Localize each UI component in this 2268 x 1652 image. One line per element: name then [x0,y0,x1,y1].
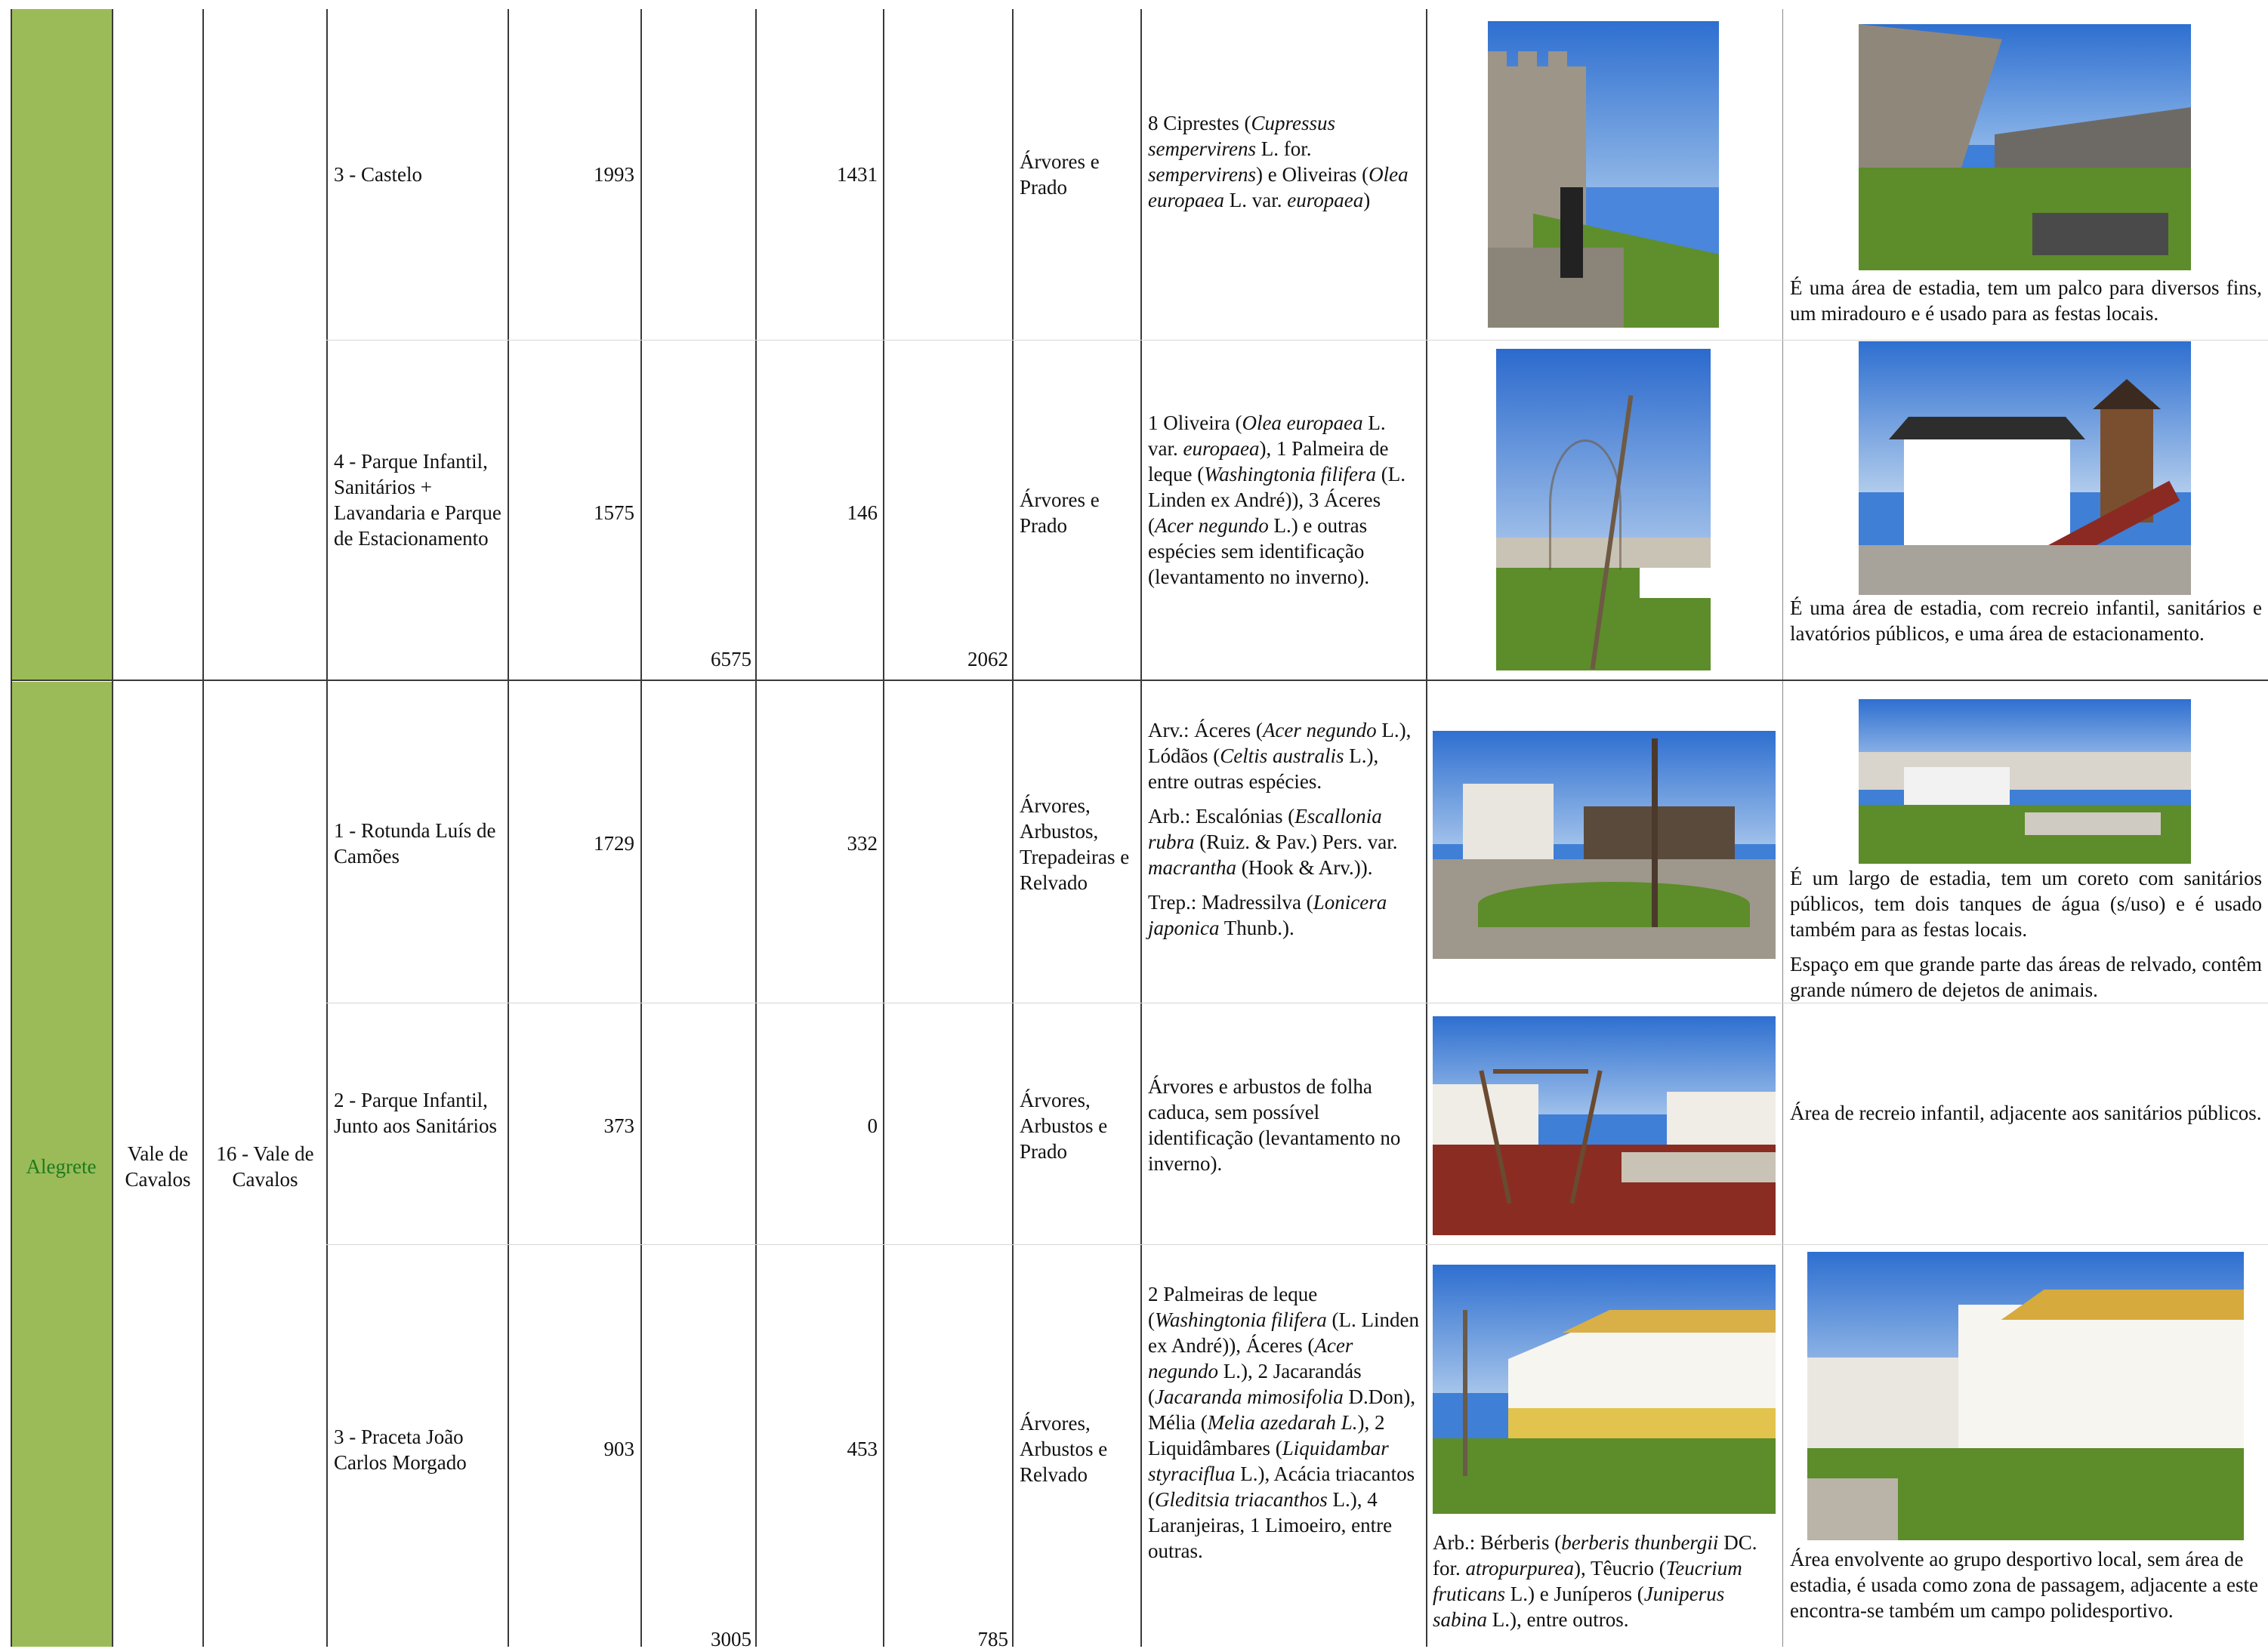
observacao-cell: É uma área de estadia, com recreio infantil, sanitários e lavatórios públicos, e uma área de estacionamento. [1790,596,2262,645]
zona-cell: 16 - Vale de Cavalos [216,1142,314,1191]
espaco-cell: 4 - Parque Infantil, Sanitários + Lavandaria e Parque de Estacionamento [334,450,501,550]
observacao-cell: É uma área de estadia, tem um palco para diversos fins, um miradouro e é usado para as festas locais. [1790,276,2262,325]
tipo-cell: Árvores e Prado [1020,489,1100,537]
tipo-cell: Árvores, Arbustos e Relvado [1020,1412,1108,1486]
photo-castle [1488,21,1719,328]
municipio-column-fill [11,9,112,680]
area-total-cell: 373 [603,1114,634,1137]
municipio-cell: Alegrete [26,1155,97,1178]
area-total-cell: 903 [603,1438,634,1460]
area-verde-subtotal-cell: 785 [977,1628,1008,1650]
grid-line [326,9,328,1647]
especies-cell: 2 Palmeiras de leque (Washingtonia filifera (L. Linden ex André)), Áceres (Acer negundo L.), 2 Jacarandás (Jacaranda mimosifolia D.Don), Mélia (Melia azedarah L.), 2 Liquidâmbares (Liquidambar styraciflua L.), Acácia triacantos (Gleditsia triacanthos L.), 4 Laranjeiras, 1 Limoeiro, entre outras. [1148,1283,1419,1562]
area-subtotal-cell: 6575 [711,648,751,670]
area-verde-cell: 332 [847,832,878,855]
observacao-paragraph: É um largo de estadia, tem um coreto com sanitários públicos, tem dois tanques de água (s/uso) e é usado também para as festas locais. [1790,867,2262,941]
especies-arbustos-cell: Arb.: Bérberis (berberis thunbergii DC. for. atropurpurea), Têucrio (Teucrium fruticans L.) e Juníperos (Juniperus sabina L.), entre outros. [1433,1531,1757,1631]
grid-line [883,9,884,1647]
photo-playground [1859,341,2191,595]
area-verde-cell: 146 [847,501,878,524]
photo-roundabout-square [1859,699,2191,864]
grid-line [755,9,757,1647]
observacao-cell: Área envolvente ao grupo desportivo local, sem área de estadia, é usada como zona de passagem, adjacente a este encontra-se também um campo polidesportivo. [1790,1548,2258,1622]
grid-line [202,9,204,1647]
photo-playground-swings [1433,1016,1776,1235]
photo-castle-stage [1859,24,2191,270]
area-total-cell: 1729 [594,832,634,855]
area-total-cell: 1575 [594,501,634,524]
grid-line [1140,9,1142,1647]
espaco-cell: 2 - Parque Infantil, Junto aos Sanitários [334,1089,497,1137]
especies-cell: Arv.: Áceres (Acer negundo L.), Lódãos (Celtis australis L.), entre outras espécies. Arb.: Escalónias (Escallonia rubra (Ruiz. & Pav.) Pers. var. macrantha (Hook & Arv.)). Trep.: Madressilva (Lonicera japonica Thunb.). [1148,719,1412,939]
section-separator [11,680,2268,681]
espaco-cell: 3 - Praceta João Carlos Morgado [334,1425,467,1474]
observacao-cell: Área de recreio infantil, adjacente aos sanitários públicos. [1790,1102,2262,1124]
photo-park-tree [1496,349,1711,670]
grid-line [11,9,12,1647]
area-subtotal-cell: 3005 [711,1628,751,1650]
tipo-cell: Árvores e Prado [1020,150,1100,199]
espaco-cell: 3 - Castelo [334,163,422,186]
grid-line [1012,9,1014,1647]
especies-cell: Árvores e arbustos de folha caduca, sem possível identificação (levantamento no inverno). [1148,1075,1401,1175]
area-total-cell: 1993 [594,163,634,186]
photo-building [1433,1265,1776,1514]
row-separator [326,340,2268,341]
grid-line [508,9,509,1647]
tipo-cell: Árvores, Arbustos e Prado [1020,1089,1108,1163]
area-verde-subtotal-cell: 2062 [967,648,1008,670]
grid-line [640,9,642,1647]
localidade-cell: Vale de Cavalos [125,1142,191,1191]
grid-line [1426,9,1427,1647]
photo-roundabout [1433,731,1776,959]
area-verde-cell: 0 [867,1114,878,1137]
grid-line [112,9,113,1647]
area-verde-cell: 1431 [837,163,878,186]
observacao-cell [1790,865,2262,1012]
especies-cell: 1 Oliveira (Olea europaea L. var. europaea), 1 Palmeira de leque (Washingtonia filifera (L. Linden ex André)), 3 Áceres (Acer negundo L.) e outras espécies sem identificação (levantamento no inverno). [1148,411,1406,588]
especies-cell: 8 Ciprestes (Cupressus sempervirens L. for. sempervirens) e Oliveiras (Olea europaea L. var. europaea) [1148,112,1409,211]
area-verde-cell: 453 [847,1438,878,1460]
observacao-paragraph: Espaço em que grande parte das áreas de relvado, contêm grande número de dejetos de animais. [1790,953,2262,1001]
row-separator [326,1244,2268,1245]
tipo-cell: Árvores, Arbustos, Trepadeiras e Relvado [1020,794,1130,894]
espaco-cell: 1 - Rotunda Luís de Camões [334,819,496,868]
grid-line [1782,9,1783,1647]
photo-sports-building [1807,1252,2244,1540]
